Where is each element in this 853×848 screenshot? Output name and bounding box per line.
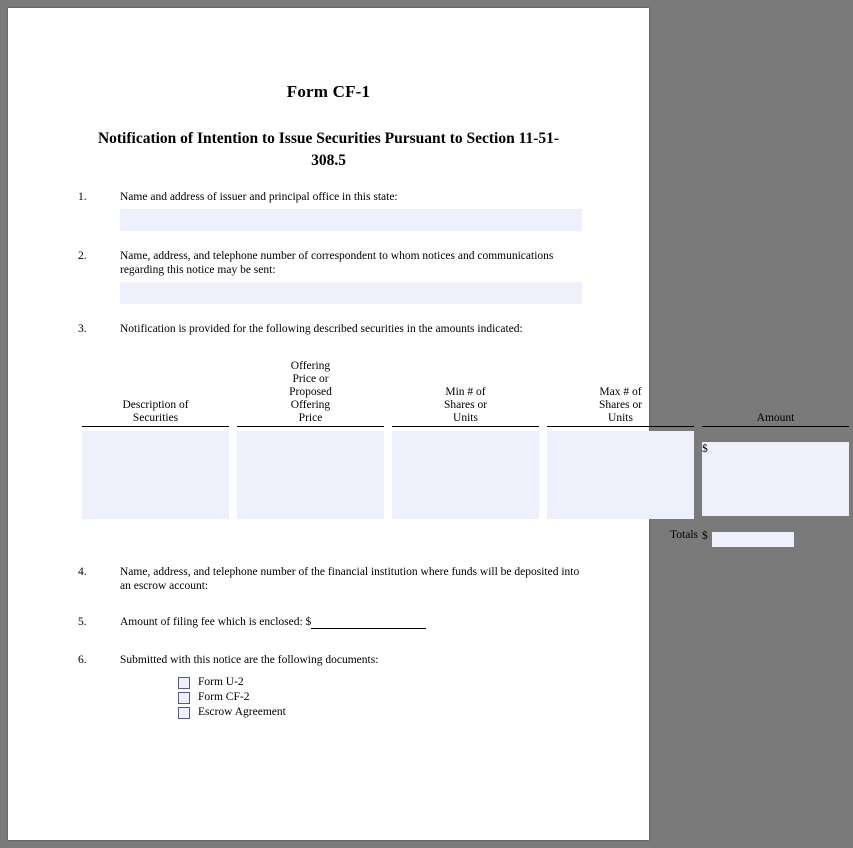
item-label-3: Notification is provided for the following described securities in the amounts indicated: (120, 323, 523, 335)
table-row (78, 428, 853, 519)
header-line: Units (453, 412, 478, 424)
header-line: Units (608, 412, 633, 424)
securities-table-wrapper (8, 360, 795, 547)
header-line: Min # of (445, 386, 486, 398)
form-item-1 (8, 190, 649, 231)
checkbox-form-cf2[interactable] (178, 692, 190, 704)
list-item[interactable] (178, 675, 589, 690)
totals-amount-input[interactable] (712, 532, 794, 547)
cell-offering-price (233, 428, 388, 519)
item-label-6: Submitted with this notice are the following documents: (120, 654, 379, 666)
checkbox-label: Form U-2 (198, 676, 244, 688)
form-item-6 (8, 653, 649, 720)
item-label-5: Amount of filing fee which is enclosed: $ (120, 616, 312, 628)
issuer-name-address-input[interactable] (120, 209, 582, 231)
checkbox-escrow-agreement[interactable] (178, 707, 190, 719)
header-line: Offering (290, 399, 331, 411)
column-header-offering-price (233, 360, 388, 428)
securities-table (78, 360, 853, 547)
amount-input[interactable] (702, 442, 849, 516)
amount-currency-symbol: $ (702, 443, 708, 455)
documents-checklist (120, 675, 589, 720)
description-of-securities-input[interactable] (82, 431, 229, 519)
table-header-row (78, 360, 853, 428)
item-number-5: 5. (78, 616, 87, 628)
offering-price-input[interactable] (237, 431, 384, 519)
correspondent-contact-input[interactable] (120, 282, 582, 304)
column-header-max-shares (543, 360, 698, 428)
cell-max-shares (543, 428, 698, 519)
header-line: Proposed (289, 386, 332, 398)
column-header-description (78, 360, 233, 428)
filing-fee-input[interactable] (311, 615, 426, 629)
header-line: Price or (292, 373, 329, 385)
column-header-min-shares (388, 360, 543, 428)
item-number-3: 3. (78, 323, 87, 335)
header-line: Securities (132, 412, 179, 424)
page-title: Form CF-1 (286, 82, 371, 101)
item-number-2: 2. (78, 250, 87, 262)
item-label-1: Name and address of issuer and principal office in this state: (120, 191, 398, 203)
document-page (8, 8, 795, 840)
checkbox-label: Escrow Agreement (198, 706, 286, 718)
totals-spacer-1 (78, 519, 233, 547)
totals-spacer-2 (233, 519, 388, 547)
column-header-amount (698, 360, 853, 428)
min-shares-input[interactable] (392, 431, 539, 519)
checkbox-label: Form CF-2 (198, 691, 250, 703)
totals-row (78, 519, 853, 547)
checkbox-form-u2[interactable] (178, 677, 190, 689)
header-line: Amount (756, 412, 795, 424)
page-subtitle: Notification of Intention to Issue Securities Pursuant to Section 11-51-308.5 (97, 130, 560, 169)
list-item[interactable] (178, 690, 589, 705)
list-item[interactable] (178, 705, 589, 720)
item-number-4: 4. (78, 566, 87, 578)
item-number-6: 6. (78, 654, 87, 666)
cell-min-shares (388, 428, 543, 519)
cell-description (78, 428, 233, 519)
cell-amount (698, 428, 853, 519)
header-line: Description of (122, 399, 189, 411)
totals-amount-cell (698, 519, 853, 547)
item-label-2: Name, address, and telephone number of correspondent to whom notices and communications regarding this notice may be sent: (120, 250, 554, 276)
header-line: Shares or (598, 399, 643, 411)
form-item-5 (8, 615, 649, 629)
totals-currency-symbol: $ (702, 530, 708, 542)
max-shares-input[interactable] (547, 431, 694, 519)
header-line: Max # of (599, 386, 642, 398)
header-line: Price (298, 412, 323, 424)
form-item-2 (8, 249, 649, 304)
form-item-3 (8, 322, 649, 336)
item-number-1: 1. (78, 191, 87, 203)
form-item-4 (8, 565, 649, 593)
totals-label: Totals (670, 529, 698, 541)
item-label-4: Name, address, and telephone number of the financial institution where funds will be deposited into an escrow account: (120, 566, 580, 592)
header-line: Offering (290, 360, 331, 372)
header-line: Shares or (443, 399, 488, 411)
